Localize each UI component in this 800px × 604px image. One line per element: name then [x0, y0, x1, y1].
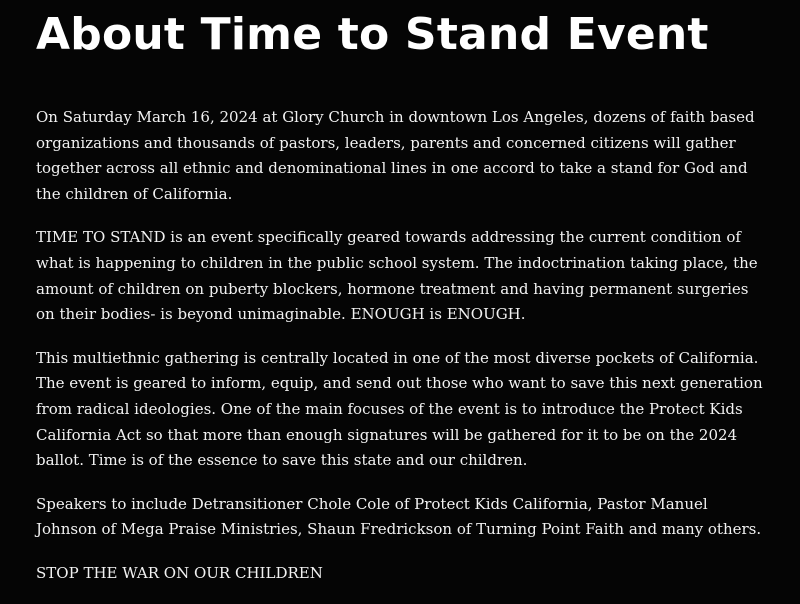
paragraph-event-date-location: On Saturday March 16, 2024 at Glory Church in downtown Los Angeles, dozens of faith based organizations and thousands of pastors, leaders, parents and concerned citizens will gather together across all ethnic and denominational lines in one accord to take a stand for God and the children of California.: [36, 108, 755, 203]
paragraph-event-goals: This multiethnic gathering is centrally located in one of the most diverse pockets of California. The event is geared to inform, equip, and send out those who want to save this next generation from radical ideologies. One of the main focuses of the event is to introduce the Protect Kids California Act so that more than enough signatures will be gathered for it to be on the 2024 ballot. Time is of the essence to save this state and our children.: [36, 348, 763, 470]
page-title: About Time to Stand Event: [36, 9, 709, 60]
paragraph-speakers: Speakers to include Detransitioner Chole Cole of Protect Kids California, Pastor Manuel Johnson of Mega Praise Ministries, Shaun Fredrickson of Turning Point Faith and many others.: [36, 494, 762, 539]
paragraph-slogan: STOP THE WAR ON OUR CHILDREN: [36, 563, 323, 582]
paragraph-event-purpose: TIME TO STAND is an event specifically geared towards addressing the current condition of what is happening to children in the public school system. The indoctrination taking place, the amount of children on puberty blockers, hormone treatment and having permanent surgeries on their bodies- is beyond unimaginable. ENOUGH is ENOUGH.: [36, 228, 758, 324]
event-description: [36, 105, 764, 587]
